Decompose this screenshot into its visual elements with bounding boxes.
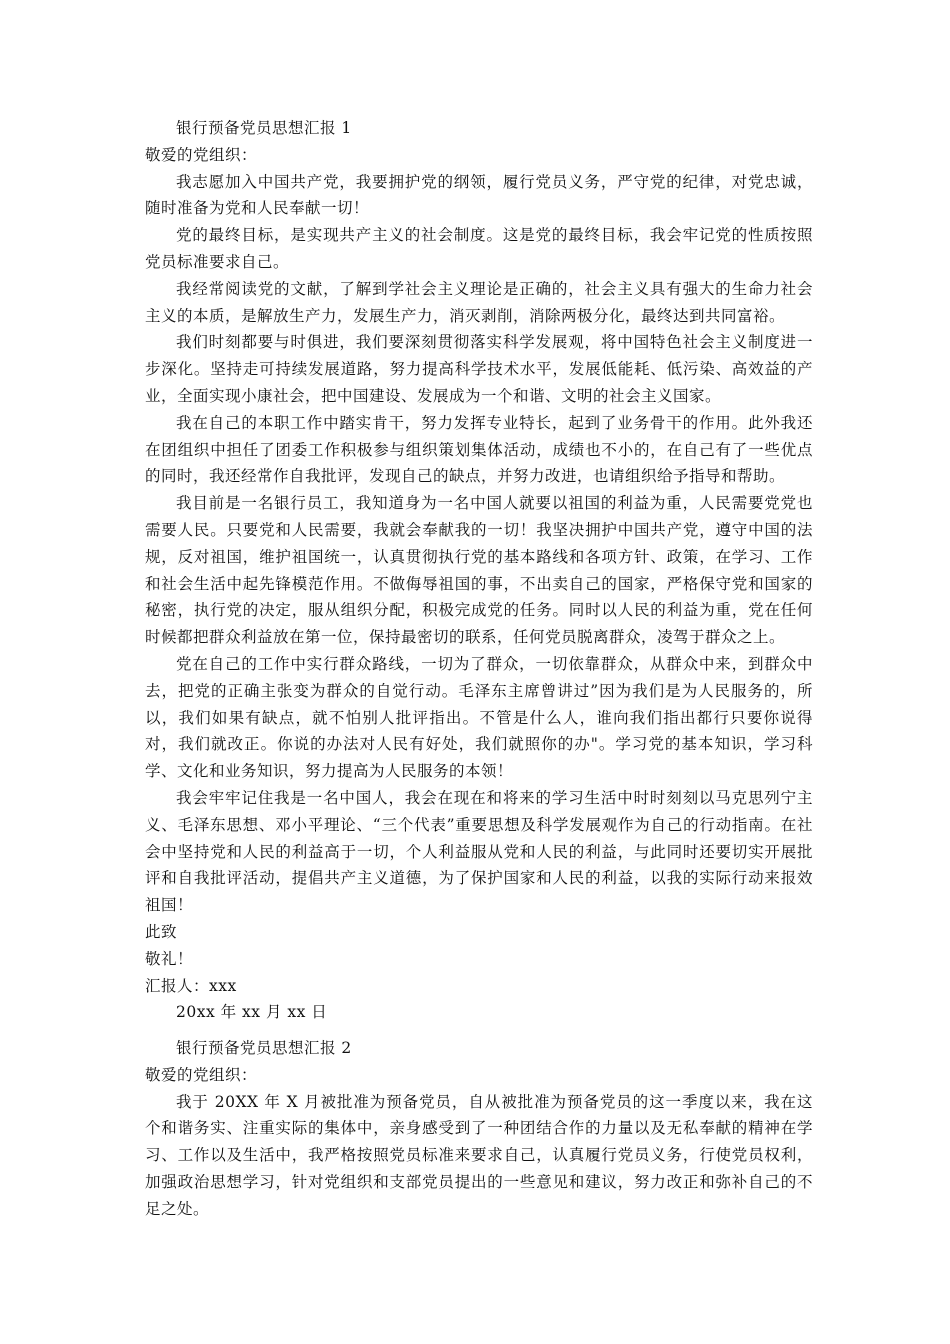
report-1-paragraph: 党在自己的工作中实行群众路线，一切为了群众，一切依靠群众，从群众中来，到群众中去，把党的正确主张变为群众的自觉行动。毛泽东主席曾讲过”因为我们是为人民服务的，所以，我们如果有缺点，就不怕别人批评指出。不管是什么人，谁向我们指出都行只要你说得对，我们就改正。你说的办法对人民有好处，我们就照你的办"。学习党的基本知识，学习科学、文化和业务知识，努力提高为人民服务的本领！ bbox=[145, 654, 813, 781]
report-1-date: 20xx 年 xx 月 xx 日 bbox=[176, 1003, 328, 1022]
report-1-paragraph: 我经常阅读党的文献，了解到学社会主义理论是正确的，社会主义具有强大的生命力社会主义的本质，是解放生产力，发展生产力，消灭剥削，消除两极分化，最终达到共同富裕。 bbox=[145, 279, 813, 325]
report-2 bbox=[145, 1035, 813, 1223]
report-2-title: 银行预备党员思想汇报 2 bbox=[176, 1039, 352, 1057]
report-1 bbox=[145, 115, 813, 1026]
report-1-paragraph: 我目前是一名银行员工，我知道身为一名中国人就要以祖国的利益为重，人民需要党党也需要人民。只要党和人民需要，我就会奉献我的一切！我坚决拥护中国共产党，遵守中国的法规，反对祖国，维护祖国统一，认真贯彻执行党的基本路线和各项方针、政策，在学习、工作和社会生活中起先锋模范作用。不做侮辱祖国的事，不出卖自己的国家，严格保守党和国家的秘密，执行党的决定，服从组织分配，积极完成党的任务。同时以人民的利益为重，党在任何时候都把群众利益放在第一位，保持最密切的联系，任何党员脱离群众，凌驾于群众之上。 bbox=[145, 494, 813, 647]
report-2-salutation: 敬爱的党组织： bbox=[145, 1065, 258, 1084]
report-1-paragraph: 我志愿加入中国共产党，我要拥护党的纲领，履行党员义务，严守党的纪律，对党忠诚，随时准备为党和人民奉献一切！ bbox=[145, 172, 813, 218]
report-1-salutation: 敬爱的党组织： bbox=[145, 145, 258, 164]
report-1-closing: 此致 bbox=[145, 922, 178, 941]
report-1-closing-salute: 敬礼！ bbox=[145, 949, 194, 968]
report-1-paragraph: 我会牢牢记住我是一名中国人，我会在现在和将来的学习生活中时时刻刻以马克思列宁主义、毛泽东思想、邓小平理论、“三个代表”重要思想及科学发展观作为自己的行动指南。在社会中坚持党和人民的利益高于一切，个人利益服从党和人民的利益，与此同时还要切实开展批评和自我批评活动，提倡共产主义道德，为了保护国家和人民的利益，以我的实际行动来报效祖国！ bbox=[145, 788, 813, 915]
report-1-title: 银行预备党员思想汇报 1 bbox=[176, 119, 352, 137]
report-1-paragraph: 我们时刻都要与时俱进，我们要深刻贯彻落实科学发展观，将中国特色社会主义制度进一步深化。坚持走可持续发展道路，努力提高科学技术水平，发展低能耗、低污染、高效益的产业，全面实现小康社会，把中国建设、发展成为一个和谐、文明的社会主义国家。 bbox=[145, 333, 813, 405]
report-2-paragraph: 我于 20XX 年 X 月被批准为预备党员，自从被批准为预备党员的这一季度以来，我在这个和谐务实、注重实际的集体中，亲身感受到了一种团结合作的力量以及无私奉献的精神在学习、工作以及生活中，我严格按照党员标准来要求自己，认真履行党员义务，行使党员权利，加强政治思想学习，针对党组织和支部党员提出的一些意见和建议，努力改正和弥补自己的不足之处。 bbox=[145, 1092, 813, 1218]
report-1-paragraph: 党的最终目标，是实现共产主义的社会制度。这是党的最终目标，我会牢记党的性质按照党员标准要求自己。 bbox=[145, 226, 813, 271]
report-1-paragraph: 我在自己的本职工作中踏实肯干，努力发挥专业特长，起到了业务骨干的作用。此外我还在团组织中担任了团委工作积极参与组织策划集体活动，成绩也不小的，在自己有了一些优点的同时，我还经常作自我批评，发现自己的缺点，并努力改进，也请组织给予指导和帮助。 bbox=[145, 413, 813, 486]
report-1-reporter: 汇报人：xxx bbox=[145, 976, 237, 995]
